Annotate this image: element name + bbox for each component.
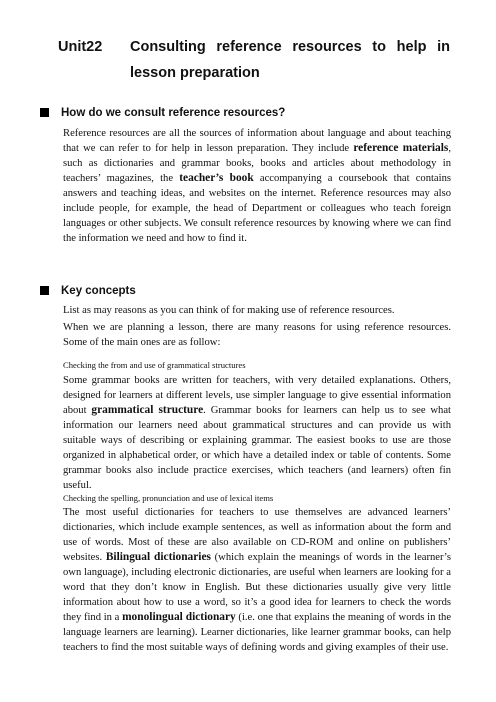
term-teachers-book: teacher’s book bbox=[179, 172, 254, 184]
text-run: accompanying a coursebook that contains answers and teaching ideas, and websites on the internet. Reference resources may also include people, for example, the head of Department or colleagues who teach foreign languages or other subjects. We consult reference resources by knowing where we can find the information we need and how to find it. bbox=[63, 173, 451, 244]
subheading-grammar: Checking the from and use of grammatical structures bbox=[63, 360, 246, 370]
term-reference-materials: reference materials bbox=[353, 142, 449, 154]
text-run: (which explain the meanings of words in the learner’s own language), including electronic dictionaries, are useful when learners are looking for a word that they don’t know in English. But these dictionaries usually give very little information about how to use a word, so it’s a good idea for learners to check the words they find in a bbox=[63, 552, 451, 623]
text-run: Some grammar books are written for teachers, with very detailed explanations. Others, designed for learners at different levels, use simpler language to give essential information about bbox=[63, 375, 451, 416]
paragraph-planning: When we are planning a lesson, there are many reasons for using reference resources. Some of the main ones are as follow: bbox=[63, 322, 451, 348]
paragraph-grammar-books bbox=[63, 373, 451, 493]
square-bullet-icon bbox=[40, 108, 49, 117]
paragraph-dictionaries bbox=[63, 505, 451, 655]
paragraph-definition bbox=[63, 126, 451, 246]
term-monolingual-dictionary: monolingual dictionary bbox=[122, 611, 236, 623]
unit-title: Consulting reference resources to help in lesson preparation bbox=[130, 39, 450, 81]
section-heading-text: Key concepts bbox=[61, 285, 136, 297]
text-run: (i.e. one that explains the meaning of words in the language learners are learning). Learner dictionaries, like learner grammar books, can help teachers to find the most suitable ways of defining words and giving examples of their use. bbox=[63, 612, 452, 653]
paragraph-list-reasons: List as may reasons as you can think of for making use of reference resources. bbox=[63, 305, 395, 316]
text-run: The most useful dictionaries for teachers to use themselves are advanced learners’ dictionaries, which include example sentences, as well as information about the form and use of words. Most of these are also available on CD-ROM and online on publishers’ websites. bbox=[63, 507, 451, 563]
subheading-lexical: Checking the spelling, pronunciation and use of lexical items bbox=[63, 493, 274, 503]
term-grammatical-structure: grammatical structure bbox=[91, 404, 204, 416]
section-heading-consult bbox=[40, 106, 285, 120]
text-run: Reference resources are all the sources of information about language and about teaching that we can refer to for help in lesson preparation. They include bbox=[63, 128, 451, 154]
section-heading-text: How do we consult reference resources? bbox=[61, 107, 286, 119]
text-run: . Grammar books for learners can help us to see what information our learners need about grammatical structures and can provide us with suitable ways of describing or explaining grammar. The easiest books to use are those organized in alphabetical order, or which have a detailed index or table of contents. Some grammar books also include practice exercises, which teachers (and learners) often fin useful. bbox=[63, 405, 451, 491]
text-run: , such as dictionaries and grammar books, books and articles about methodology in teachers’ magazines, the bbox=[63, 143, 452, 184]
term-bilingual-dictionaries: Bilingual dictionaries bbox=[105, 551, 211, 563]
unit-number: Unit22 bbox=[58, 39, 103, 55]
section-heading-key-concepts bbox=[40, 284, 136, 298]
square-bullet-icon bbox=[40, 286, 49, 295]
